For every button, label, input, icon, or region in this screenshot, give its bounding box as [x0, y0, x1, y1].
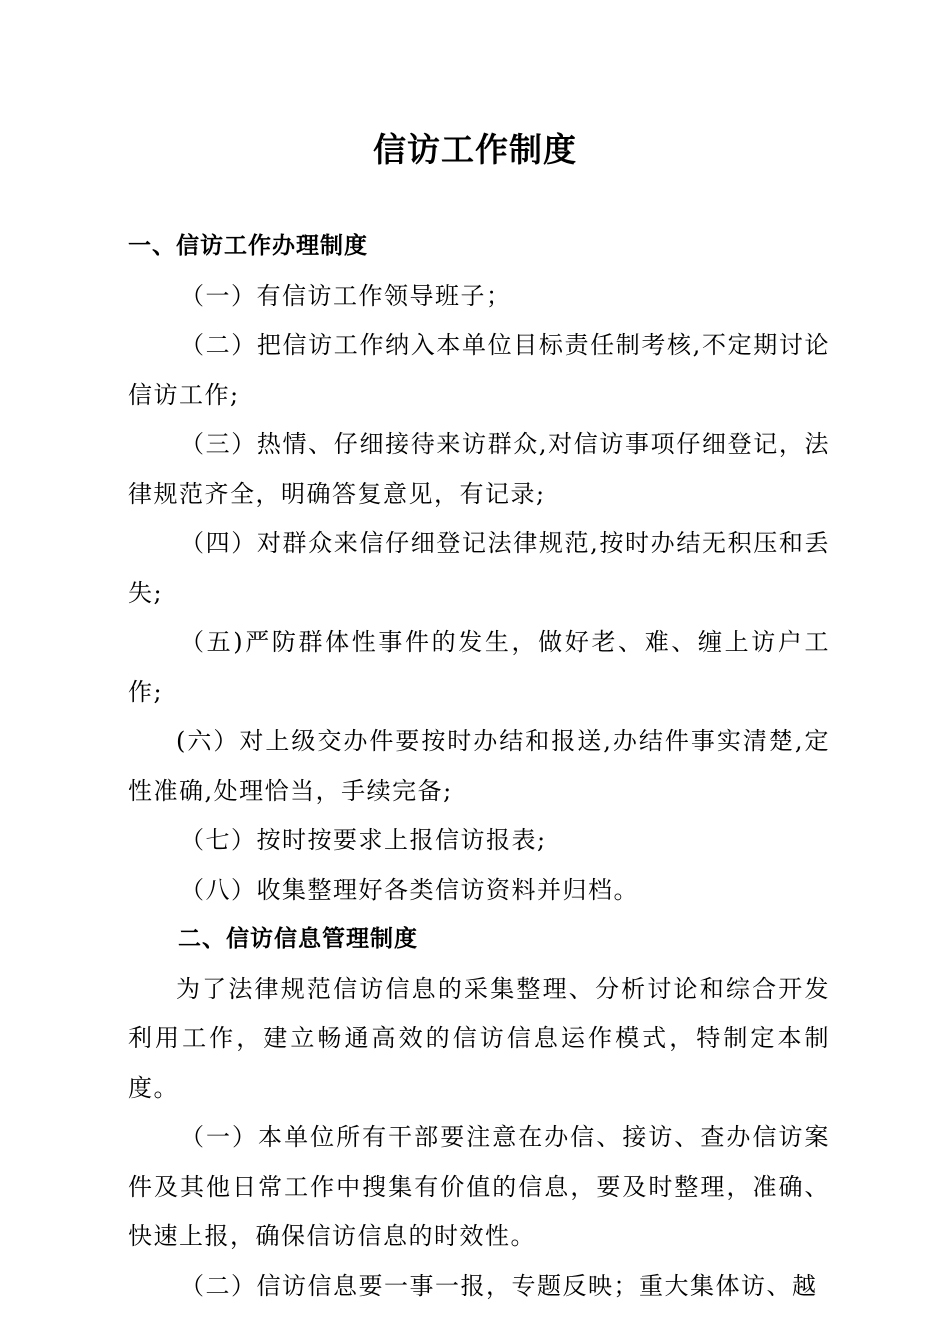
- section-2-item-1: （一）本单位所有干部要注意在办信、接访、查办信访案件及其他日常工作中搜集有价值的信息，要及时整理，准确、快速上报，确保信访信息的时效性。: [128, 1123, 830, 1250]
- document-body: [128, 222, 830, 1311]
- section-1-item-4: （四）对群众来信仔细登记法律规范,按时办结无积压和丢失;: [128, 529, 830, 607]
- section-2-heading: 二、信访信息管理制度: [178, 926, 418, 952]
- section-2-item-2: （二）信访信息要一事一报，专题反映；重大集体访、越: [180, 1271, 818, 1300]
- section-1-heading: 一、信访工作办理制度: [128, 233, 368, 259]
- section-1-item-8: （八）收集整理好各类信访资料并归档。: [180, 875, 639, 904]
- section-2-intro: 为了法律规范信访信息的采集整理、分析讨论和综合开发利用工作，建立畅通高效的信访信息运作模式，特制定本制度。: [128, 974, 830, 1102]
- section-1-item-6: (六）对上级交办件要按时办结和报送,办结件事实清楚,定性准确,处理恰当，手续完备;: [128, 727, 830, 805]
- section-1-item-1: （一）有信访工作领导班子；: [180, 281, 512, 310]
- section-1-item-2: （二）把信访工作纳入本单位目标责任制考核,不定期讨论信访工作;: [128, 331, 830, 409]
- document-title: 信访工作制度: [373, 130, 577, 169]
- section-1-item-7: （七）按时按要求上报信访报表;: [180, 826, 547, 854]
- section-1-item-5: （五)严防群体性事件的发生，做好老、难、缠上访户工作;: [128, 628, 830, 706]
- section-1-item-3: （三）热情、仔细接待来访群众,对信访事项仔细登记，法律规范齐全，明确答复意见，有记录;: [128, 430, 830, 508]
